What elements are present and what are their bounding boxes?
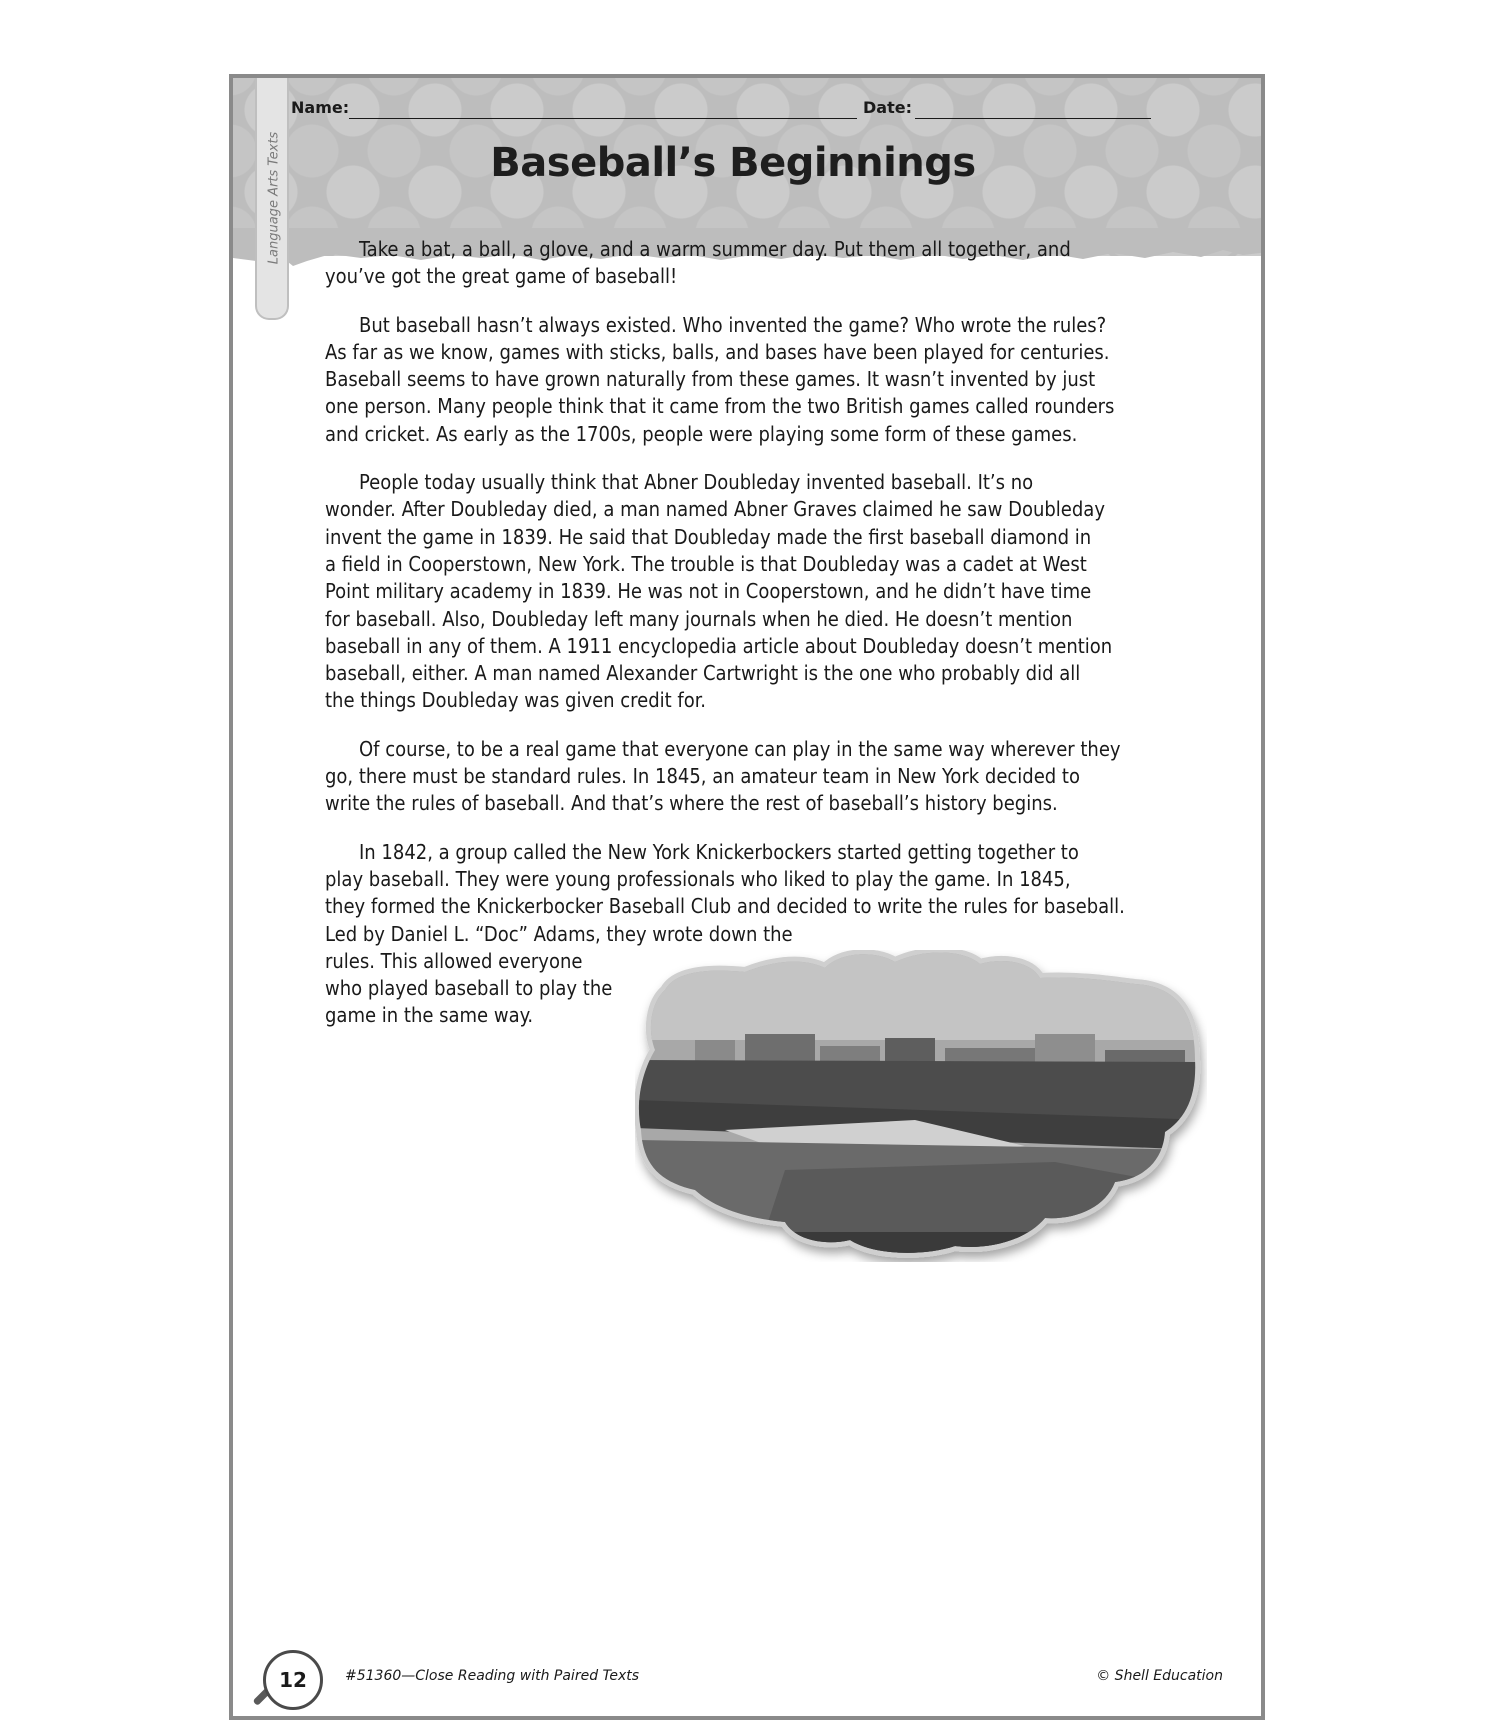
- name-field[interactable]: [349, 118, 857, 119]
- name-label: Name:: [291, 98, 350, 117]
- page-title: Baseball’s Beginnings: [490, 140, 976, 186]
- book-title: #51360—Close Reading with Paired Texts: [345, 1668, 640, 1684]
- side-tab-label: Language Arts Texts: [266, 131, 282, 265]
- side-tab: [255, 78, 289, 320]
- worksheet-page: [229, 74, 1265, 1720]
- date-label: Date:: [863, 98, 912, 117]
- name-date-line: [291, 94, 1151, 124]
- paragraph: People today usually think that Abner Doubleday invented baseball. It’s no wonder. After Doubleday died, a man named Abner Graves claimed he saw Doubleday invent the game in 1839. He said that Doubleday made the first baseball diamond in a field in Cooperstown, New York. The trouble is that Doubleday was a cadet at West Point military academy in 1839. He was not in Cooperstown, and he didn’t have time for baseball. Also, Doubleday left many journals when he died. He doesn’t mention baseball in any of them. A 1911 encyclopedia article about Doubleday doesn’t mention baseball, either. A man named Alexander Cartwright is the one who probably did all the things Doubleday was given credit for.: [325, 470, 1113, 713]
- paragraph: Of course, to be a real game that everyone can play in the same way wherever they go, there must be standard rules. In 1845, an amateur team in New York decided to write the rules of baseball. And that’s where the rest of baseball’s history begins.: [325, 736, 1121, 816]
- baseball-stadium-photo: [635, 950, 1207, 1262]
- publisher: © Shell Education: [1096, 1668, 1223, 1684]
- paragraph: Take a bat, a ball, a glove, and a warm summer day. Put them all together, and you’ve got the great game of baseball!: [325, 237, 1071, 289]
- date-field[interactable]: [915, 118, 1151, 119]
- paragraph: But baseball hasn’t always existed. Who invented the game? Who wrote the rules? As far as we know, games with sticks, balls, and bases have been played for centuries. Baseball seems to have grown naturally from these games. It wasn’t invented by just one person. Many people think that it came from the two British games called rounders and cricket. As early as the 1700s, people were playing some form of these games.: [325, 312, 1115, 446]
- paragraph: In 1842, a group called the New York Knickerbockers started getting together to play baseball. They were young professionals who liked to play the game. In 1845, they formed the Knickerbocker Baseball Club and decided to write the rules for baseball. Led by Daniel L. “Doc” Adams, they wrote down the rules. This allowed everyone who played baseball to play the game in the same way.: [325, 839, 1125, 1028]
- article-body: [325, 236, 1195, 1051]
- page-number: 12: [263, 1650, 323, 1710]
